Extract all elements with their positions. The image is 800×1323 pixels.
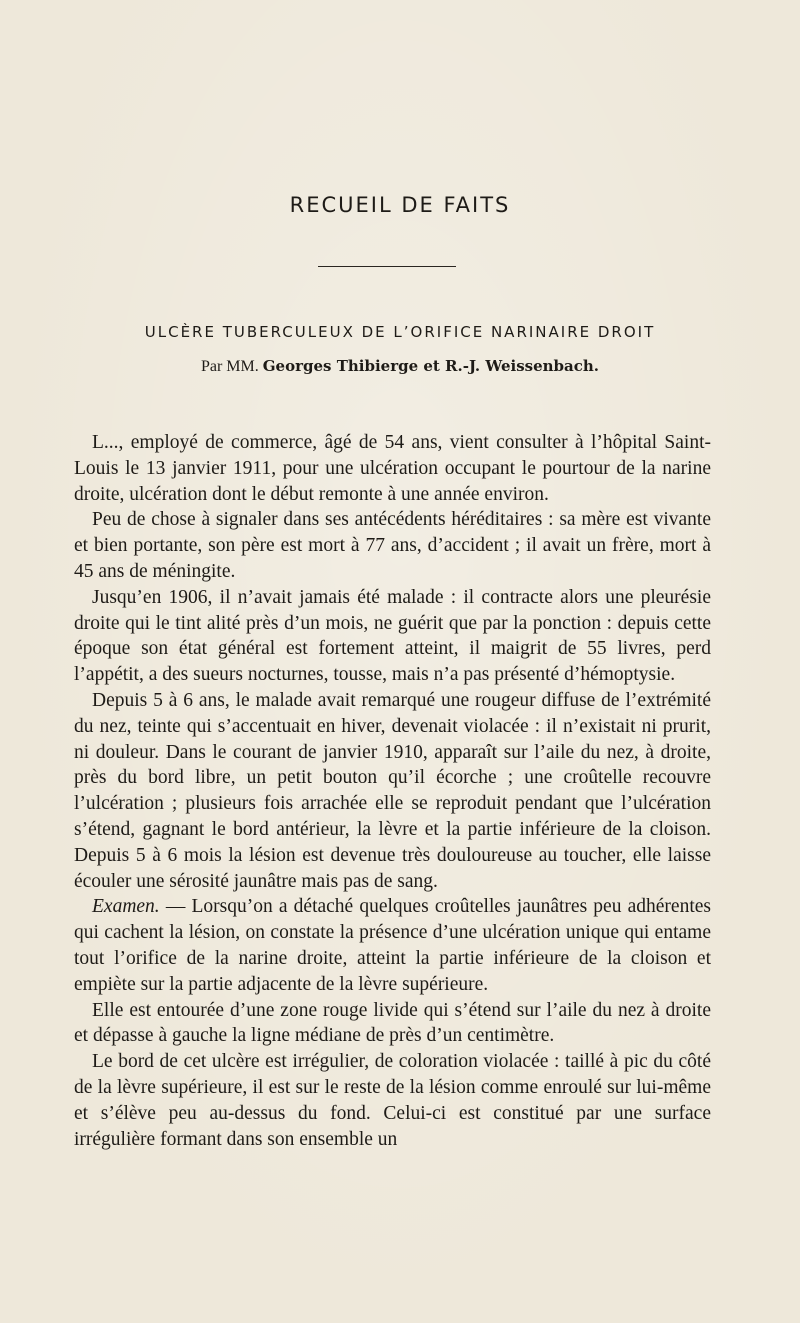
section-title: RECUEIL DE FAITS [289,193,511,217]
paragraph-text: L..., employé de commerce, âgé de 54 ans, vient consulter à l’hôpital Saint-Louis le 13 janvier 1911, pour une ulcération occupant le pourtour de la narine droite, ulcération dont le début remonte à une année environ. [74,432,711,505]
byline-prefix: Par MM. [200,358,259,375]
title-divider [318,266,456,267]
paragraph-text: Elle est entourée d’une zone rouge livide qui s’étend sur l’aile du nez à droite et dépasse à gauche la ligne médiane de près d’un centimètre. [74,999,711,1047]
paragraph-text: — Lorsqu’on a détaché quelques croûtelles jaunâtres peu adhérentes qui cachent la lésion, on constate la présence d’une ulcération unique qui entame tout l’orifice de la narine droite, atteint la partie inférieure de la cloison et empiète sur la partie adjacente de la lèvre supérieure. [74,896,711,995]
paragraph-text: Le bord de cet ulcère est irrégulier, de coloration violacée : taillé à pic du côté de la lèvre supérieure, il est sur le reste de la lésion comme enroulé sur lui-même et s’élève peu au-dessus du fond. Celui-ci est constitué par une surface irrégulière formant dans son ensemble un [74,1051,711,1150]
article-title: ULCÈRE TUBERCULEUX DE L’ORIFICE NARINAIRE DROIT [144,323,656,341]
paragraph [74,585,711,688]
paragraph-text: Peu de chose à signaler dans ses antécédents héréditaires : sa mère est vivante et bien portante, son père est mort à 77 ans, d’accident ; il avait un frère, mort à 45 ans de méningite. [74,509,711,582]
paragraph [74,507,711,584]
paragraph [74,688,711,894]
paragraph-text: Depuis 5 à 6 ans, le malade avait remarqué une rougeur diffuse de l’extrémité du nez, teinte qui s’accentuait en hiver, devenait violacée : il n’existait ni prurit, ni douleur. Dans le courant de janvier 1910, apparaît sur l’aile du nez, à droite, près du bord libre, un petit bouton qu’il écorche ; une croûtelle recouvre l’ulcération ; plusieurs fois arrachée elle se reproduit pendant que l’ulcération s’étend, gagnant le bord antérieur, la lèvre et la partie inférieure de la cloison. Depuis 5 à 6 mois la lésion est devenue très douloureuse au toucher, elle laisse écouler une sérosité jaunâtre mais pas de sang. [74,689,711,892]
paragraph [74,430,711,507]
authors: Georges Thibierge et R.-J. Weissenbach. [262,357,600,375]
paragraph-lead: Examen. [92,896,160,918]
paragraph-text: Jusqu’en 1906, il n’avait jamais été malade : il contracte alors une pleurésie droite qui le tint alité près d’un mois, ne guérit que par la ponction : depuis cette époque son état général est fortement atteint, il maigrit de 55 livres, perd l’appétit, a des sueurs nocturnes, tousse, mais n’a pas présenté d’hémoptysie. [74,586,711,686]
paragraph [74,894,711,997]
article-body [74,430,711,1152]
paragraph [74,998,711,1050]
byline [0,357,800,376]
paragraph [74,1049,711,1152]
